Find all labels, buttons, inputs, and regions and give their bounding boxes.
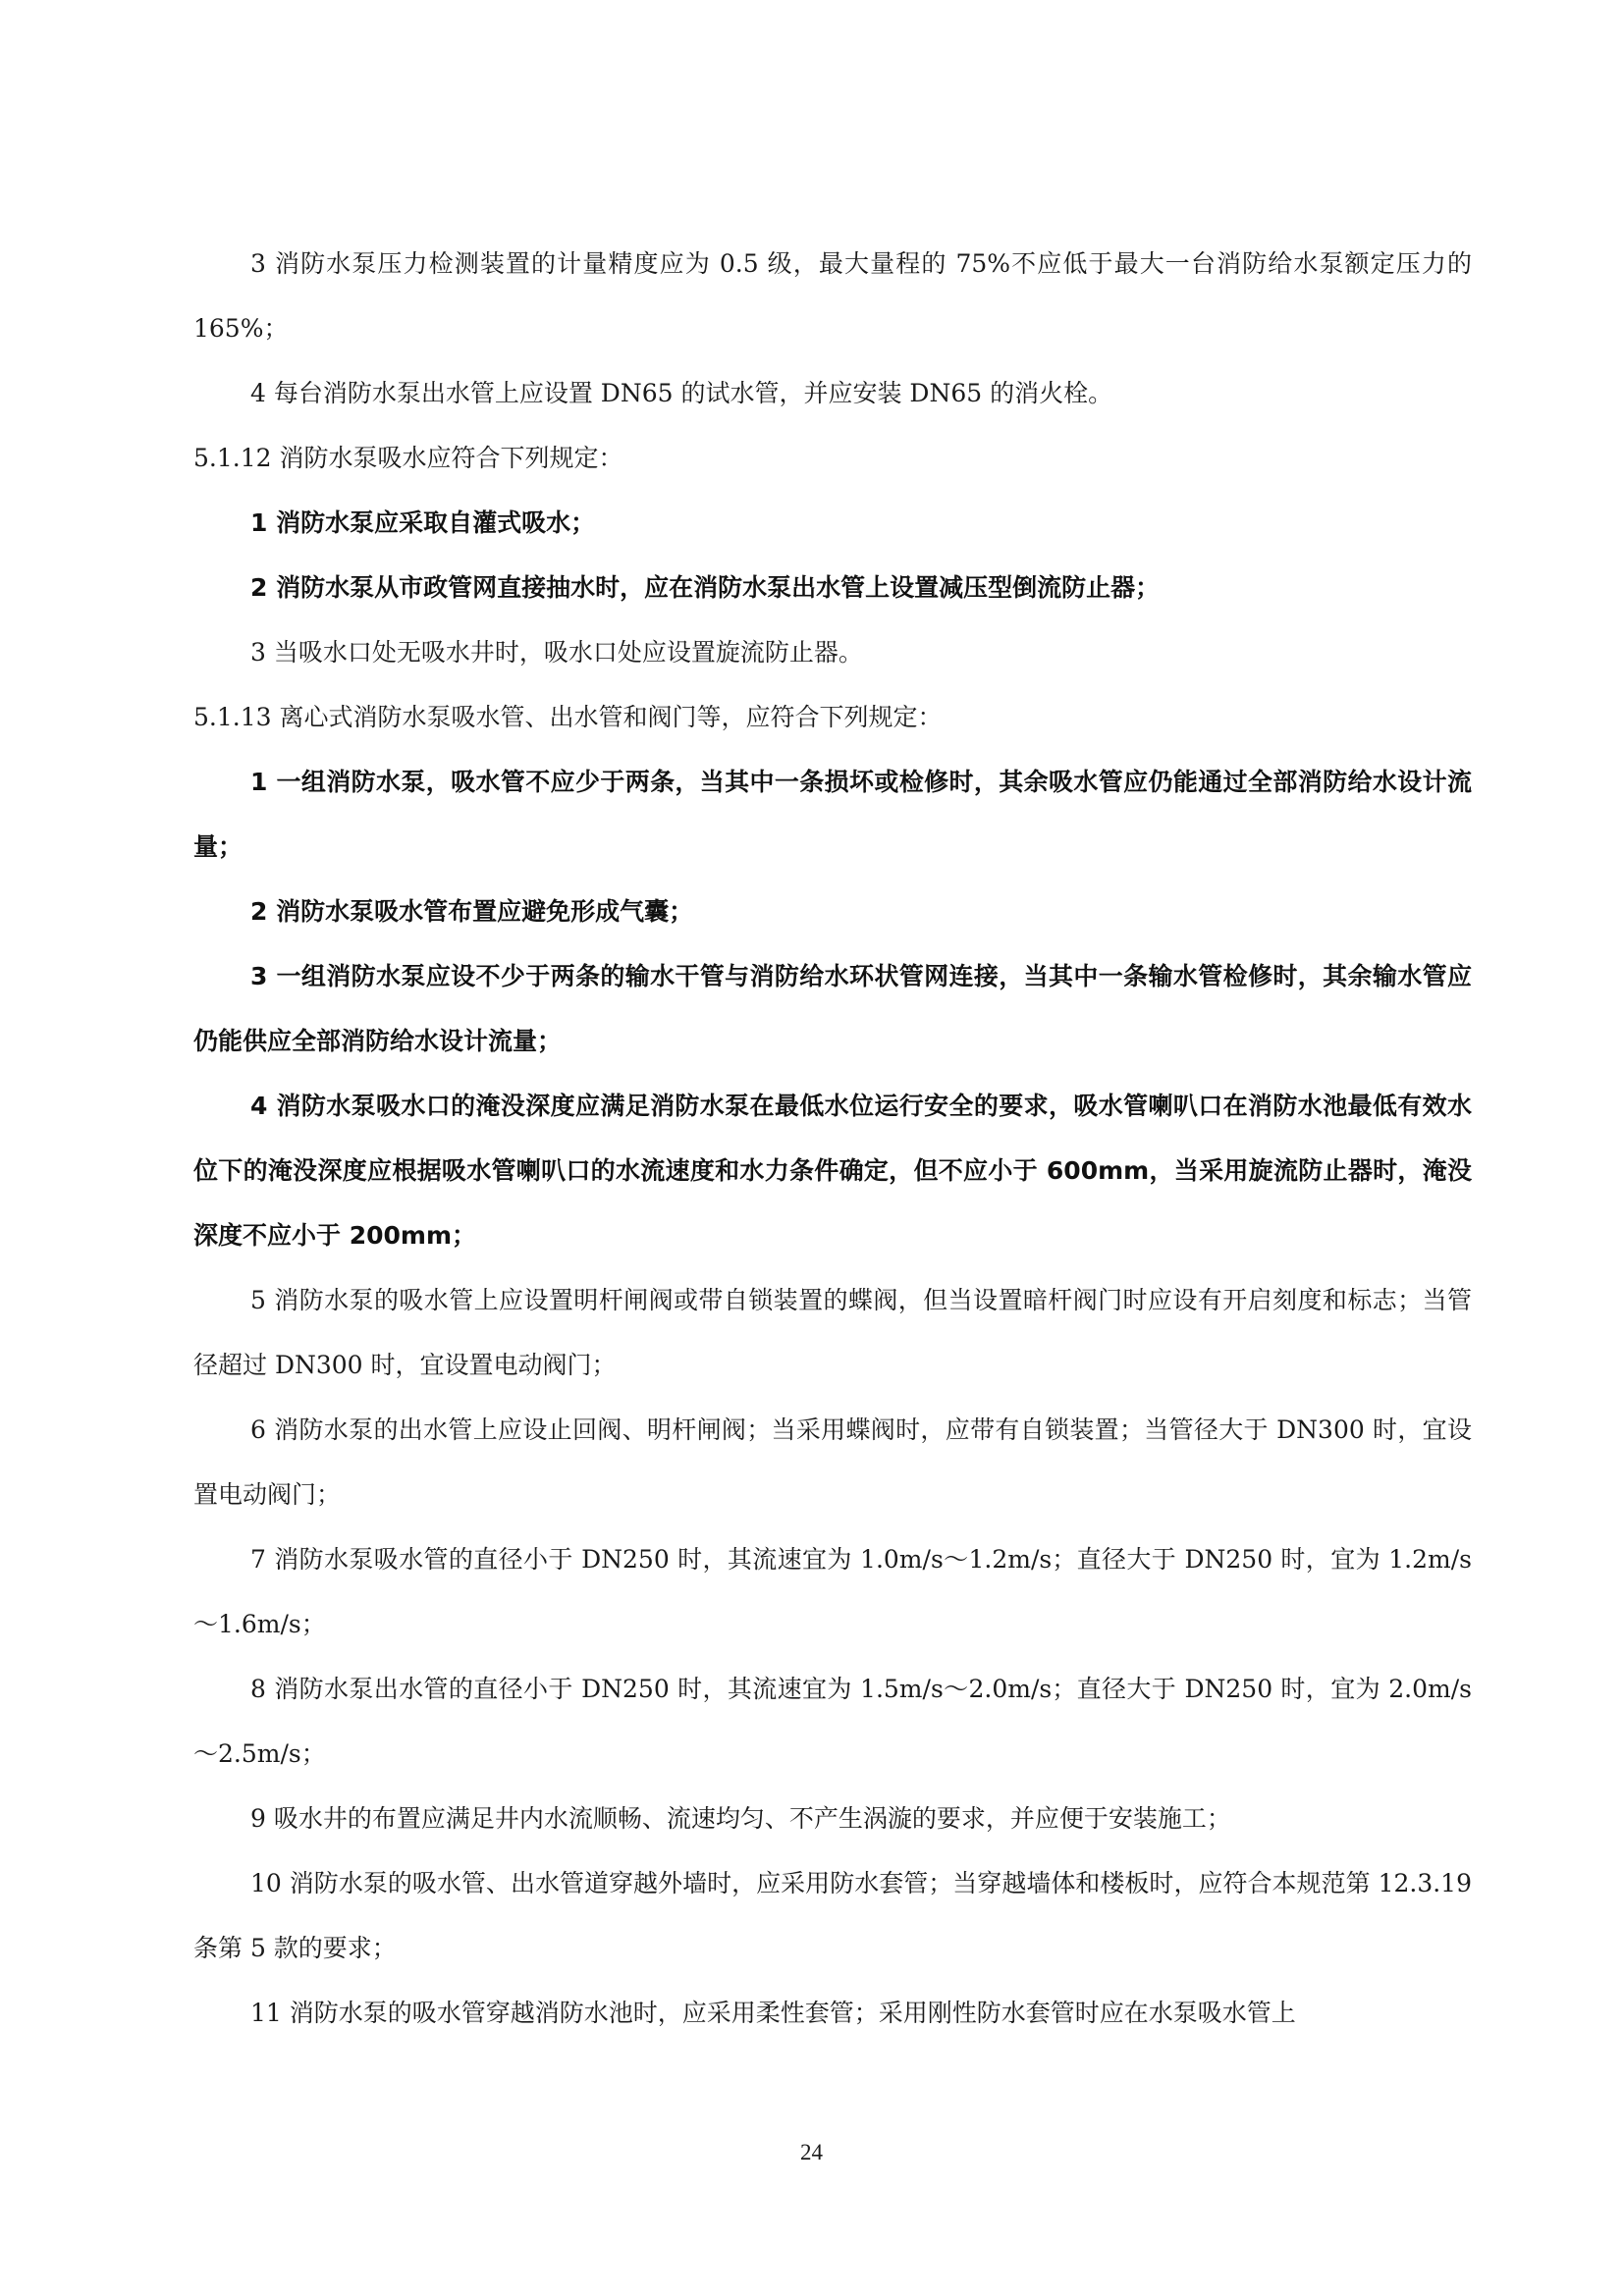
mandatory-paragraph: 2 消防水泵吸水管布置应避免形成气囊； (250, 897, 694, 926)
page-content (193, 232, 1472, 2046)
mandatory-paragraph: 2 消防水泵从市政管网直接抽水时，应在消防水泵出水管上设置减压型倒流防止器； (250, 573, 1161, 602)
clause-heading: 5.1.13 离心式消防水泵吸水管、出水管和阀门等，应符合下列规定： (193, 703, 943, 731)
paragraph: 10 消防水泵的吸水管、出水管道穿越外墙时，应采用防水套管；当穿越墙体和楼板时，应符合本规范第 12.3.19 条第 5 款的要求； (193, 1869, 1472, 1962)
paragraph: 6 消防水泵的出水管上应设止回阀、明杆闸阀；当采用蝶阀时，应带有自锁装置；当管径大于 DN300 时，宜设置电动阀门； (193, 1415, 1472, 1509)
mandatory-paragraph: 1 消防水泵应采取自灌式吸水； (250, 508, 596, 537)
paragraph: 3 当吸水口处无吸水井时，吸水口处应设置旋流防止器。 (250, 638, 863, 667)
mandatory-paragraph: 3 一组消防水泵应设不少于两条的输水干管与消防给水环状管网连接，当其中一条输水管检修时，其余输水管应仍能供应全部消防给水设计流量； (193, 962, 1472, 1055)
paragraph: 11 消防水泵的吸水管穿越消防水池时，应采用柔性套管；采用刚性防水套管时应在水泵吸水管上 (250, 1999, 1296, 2027)
paragraph: 4 每台消防水泵出水管上应设置 DN65 的试水管，并应安装 DN65 的消火栓。 (250, 379, 1113, 407)
paragraph: 7 消防水泵吸水管的直径小于 DN250 时，其流速宜为 1.0m/s～1.2m/s；直径大于 DN250 时，宜为 1.2m/s～1.6m/s； (193, 1545, 1472, 1638)
mandatory-paragraph: 4 消防水泵吸水口的淹没深度应满足消防水泵在最低水位运行安全的要求，吸水管喇叭口在消防水池最低有效水位下的淹没深度应根据吸水管喇叭口的水流速度和水力条件确定，但不应小于 600mm，当采用旋流防止器时，淹没深度不应小于 200mm； (193, 1092, 1472, 1250)
paragraph: 9 吸水井的布置应满足井内水流顺畅、流速均匀、不产生涡漩的要求，并应便于安装施工； (250, 1804, 1231, 1833)
paragraph: 3 消防水泵压力检测装置的计量精度应为 0.5 级，最大量程的 75%不应低于最大一台消防给水泵额定压力的 165%； (193, 249, 1472, 343)
paragraph: 8 消防水泵出水管的直径小于 DN250 时，其流速宜为 1.5m/s～2.0m/s；直径大于 DN250 时，宜为 2.0m/s～2.5m/s； (193, 1675, 1472, 1768)
paragraph: 5 消防水泵的吸水管上应设置明杆闸阀或带自锁装置的蝶阀，但当设置暗杆阀门时应设有开启刻度和标志；当管径超过 DN300 时，宜设置电动阀门； (193, 1286, 1472, 1379)
mandatory-paragraph: 1 一组消防水泵，吸水管不应少于两条，当其中一条损坏或检修时，其余吸水管应仍能通过全部消防给水设计流量； (193, 768, 1472, 861)
clause-heading: 5.1.12 消防水泵吸水应符合下列规定： (193, 444, 623, 472)
page-number: 24 (800, 2140, 823, 2164)
